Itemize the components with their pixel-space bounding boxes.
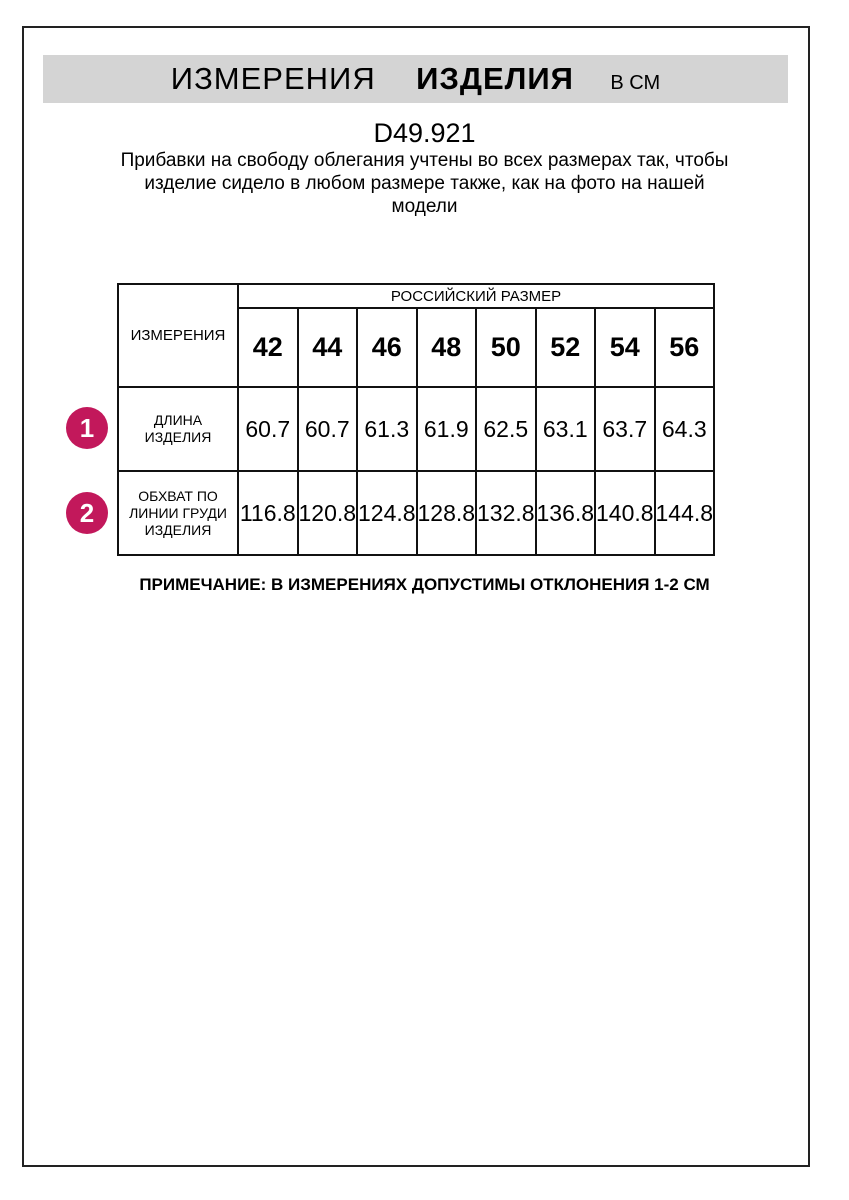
fit-description-line: изделие сидело в любом размере также, как на фото на нашей (144, 173, 705, 194)
value-cell: 60.7 (298, 387, 358, 471)
size-col-54: 54 (595, 308, 655, 387)
fit-description (0, 149, 849, 218)
value-cell: 63.7 (595, 387, 655, 471)
title-bar (43, 55, 788, 103)
size-group-header-cell: РОССИЙСКИЙ РАЗМЕР (238, 284, 714, 308)
title-units: В СМ (610, 72, 661, 94)
table-row (118, 387, 714, 471)
size-col-52: 52 (536, 308, 596, 387)
value-cell: 64.3 (655, 387, 715, 471)
value-cell: 62.5 (476, 387, 536, 471)
table-row (118, 471, 714, 555)
size-table (117, 283, 715, 556)
size-col-46: 46 (357, 308, 417, 387)
row-label: ДЛИНА ИЗДЕЛИЯ (118, 387, 238, 471)
row-marker-2: 2 (66, 492, 108, 534)
measurements-header-cell: ИЗМЕРЕНИЯ (118, 284, 238, 387)
product-code: D49.921 (373, 118, 476, 148)
title-product: ИЗДЕЛИЯ (416, 61, 574, 96)
value-cell: 124.8 (357, 471, 417, 555)
size-col-56: 56 (655, 308, 715, 387)
size-col-50: 50 (476, 308, 536, 387)
value-cell: 61.9 (417, 387, 477, 471)
row-marker-1: 1 (66, 407, 108, 449)
value-cell: 116.8 (238, 471, 298, 555)
row-label: ОБХВАТ ПО ЛИНИИ ГРУДИ ИЗДЕЛИЯ (118, 471, 238, 555)
value-cell: 60.7 (238, 387, 298, 471)
value-cell: 128.8 (417, 471, 477, 555)
size-col-42: 42 (238, 308, 298, 387)
fit-description-line: модели (391, 196, 458, 217)
value-cell: 140.8 (595, 471, 655, 555)
value-cell: 136.8 (536, 471, 596, 555)
size-col-44: 44 (298, 308, 358, 387)
fit-description-line: Прибавки на свободу облегания учтены во всех размерах так, чтобы (120, 150, 729, 171)
size-col-48: 48 (417, 308, 477, 387)
value-cell: 63.1 (536, 387, 596, 471)
value-cell: 120.8 (298, 471, 358, 555)
title-measurements: ИЗМЕРЕНИЯ (170, 61, 376, 96)
value-cell: 144.8 (655, 471, 715, 555)
table-body (118, 387, 714, 555)
size-group-row (118, 284, 714, 308)
tolerance-note: ПРИМЕЧАНИЕ: В ИЗМЕРЕНИЯХ ДОПУСТИМЫ ОТКЛОНЕНИЯ 1-2 СМ (139, 575, 710, 594)
value-cell: 61.3 (357, 387, 417, 471)
value-cell: 132.8 (476, 471, 536, 555)
